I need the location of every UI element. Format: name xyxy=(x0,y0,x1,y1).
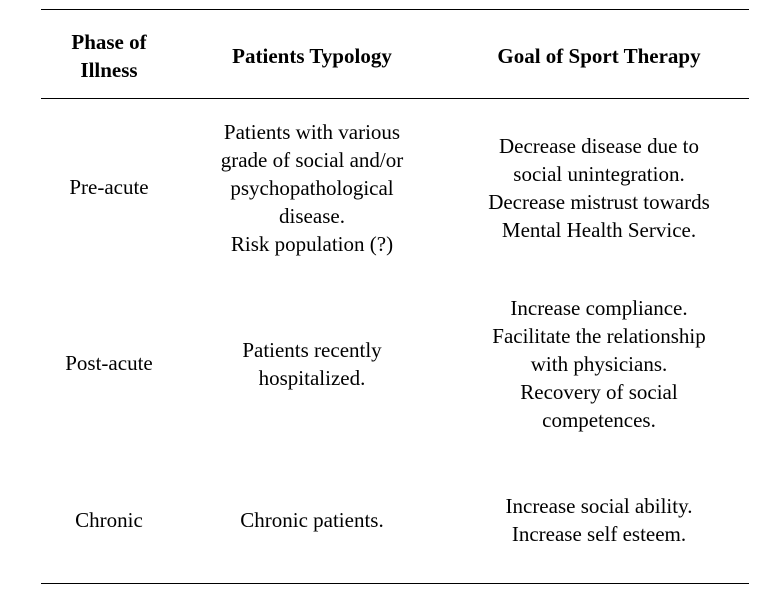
row-chronic-goal xyxy=(450,492,748,548)
table-header-rule xyxy=(41,98,749,99)
goal-line: Facilitate the relationship xyxy=(492,324,706,348)
goal-line: Decrease disease due to xyxy=(499,134,699,158)
row-pre-acute-goal xyxy=(450,132,748,244)
row-post-acute-goal xyxy=(450,294,748,434)
goal-line: Mental Health Service. xyxy=(501,218,697,242)
typology-line: Patients recently xyxy=(242,338,382,362)
goal-line: competences. xyxy=(542,408,656,432)
header-patients-typology: Patients Typology xyxy=(232,44,392,68)
header-phase-line-2: Illness xyxy=(80,58,138,82)
typology-line: disease. xyxy=(279,204,345,228)
goal-line: Recovery of social xyxy=(520,380,678,404)
table-bottom-rule xyxy=(41,583,749,584)
header-phase-of-illness xyxy=(41,28,177,84)
goal-line: social unintegration. xyxy=(513,162,685,186)
typology-line: Chronic patients. xyxy=(240,508,384,532)
header-phase-line-1: Phase of xyxy=(71,30,147,54)
typology-line: Risk population (?) xyxy=(230,232,394,256)
typology-line: psychopathological xyxy=(230,176,394,200)
goal-line: Decrease mistrust towards xyxy=(488,190,710,214)
goal-line: with physicians. xyxy=(530,352,668,376)
row-post-acute-typology xyxy=(187,336,437,392)
goal-line: Increase compliance. xyxy=(510,296,688,320)
typology-line: hospitalized. xyxy=(258,366,366,390)
goal-line: Increase social ability. xyxy=(505,494,693,518)
header-goal-of-sport-therapy: Goal of Sport Therapy xyxy=(497,44,701,68)
row-chronic-phase: Chronic xyxy=(75,508,143,532)
row-post-acute-phase: Post-acute xyxy=(65,351,153,375)
typology-line: Patients with various xyxy=(223,120,401,144)
row-pre-acute-typology xyxy=(187,118,437,258)
row-pre-acute-phase: Pre-acute xyxy=(69,175,149,199)
table-top-rule xyxy=(41,9,749,10)
typology-line: grade of social and/or xyxy=(220,148,404,172)
row-chronic-typology xyxy=(187,506,437,534)
goal-line: Increase self esteem. xyxy=(511,522,687,546)
